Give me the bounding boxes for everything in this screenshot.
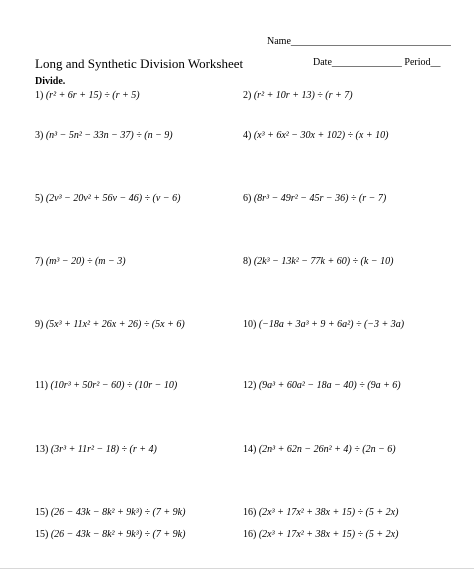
problem-expression: (−18a + 3a³ + 9 + 6a²) ÷ (−3 + 3a) [258, 319, 405, 330]
problem-number: 7) [35, 256, 44, 267]
problem-number: 3) [35, 130, 44, 141]
problem-number: 12) [243, 380, 257, 391]
problem-number: 16) [243, 529, 257, 540]
directions-label: Divide. [35, 76, 66, 87]
problem-expression: (n³ − 5n² − 33n − 37) ÷ (n − 9) [45, 130, 173, 141]
problem-number: 13) [35, 444, 49, 455]
problem-number: 15) [35, 507, 49, 518]
problem-expression: (5x³ + 11x² + 26x + 26) ÷ (5x + 6) [45, 319, 185, 330]
problem-expression: (2x³ + 17x² + 38x + 15) ÷ (5 + 2x) [258, 529, 399, 540]
problem-13 [35, 444, 157, 455]
problem-expression: (8r³ − 49r² − 45r − 36) ÷ (r − 7) [253, 193, 387, 204]
problem-expression: (x³ + 6x² − 30x + 102) ÷ (x + 10) [253, 130, 389, 141]
problem-expression: (9a³ + 60a² − 18a − 40) ÷ (9a + 6) [258, 380, 401, 391]
problem-expression: (10r³ + 50r² − 60) ÷ (10r − 10) [50, 380, 178, 391]
problem-8 [243, 256, 393, 267]
problem-5 [35, 193, 180, 204]
problem-number: 9) [35, 319, 44, 330]
problem-14 [243, 444, 396, 455]
problem-number: 8) [243, 256, 252, 267]
problem-expression: (2v³ − 20v² + 56v − 46) ÷ (v − 6) [45, 193, 181, 204]
worksheet-title: Long and Synthetic Division Worksheet [35, 56, 244, 71]
problem-expression: (r² + 10r + 13) ÷ (r + 7) [253, 90, 353, 101]
problem-number: 2) [243, 90, 252, 101]
problem-expression: (26 − 43k − 8k² + 9k³) ÷ (7 + 9k) [50, 507, 186, 518]
problem-15 [35, 507, 185, 518]
problem-expression: (m³ − 20) ÷ (m − 3) [45, 256, 126, 267]
problem-number: 14) [243, 444, 257, 455]
problem-1 [35, 90, 140, 101]
problem-number: 16) [243, 507, 257, 518]
problem-16-repeat [243, 529, 398, 540]
problem-expression: (3r³ + 11r² − 18) ÷ (r + 4) [50, 444, 157, 455]
problem-6 [243, 193, 386, 204]
problem-expression: (r² + 6r + 15) ÷ (r + 5) [45, 90, 140, 101]
problem-number: 4) [243, 130, 252, 141]
page-bottom-divider [0, 568, 474, 569]
problem-number: 6) [243, 193, 252, 204]
problem-expression: (26 − 43k − 8k² + 9k³) ÷ (7 + 9k) [50, 529, 186, 540]
problem-expression: (2n³ + 62n − 26n² + 4) ÷ (2n − 6) [258, 444, 396, 455]
problem-10 [243, 319, 404, 330]
problem-12 [243, 380, 401, 391]
name-field-line: Name________________________________ [267, 36, 451, 47]
problem-expression: (2k³ − 13k² − 77k + 60) ÷ (k − 10) [253, 256, 394, 267]
problem-16 [243, 507, 398, 518]
problem-number: 1) [35, 90, 44, 101]
problem-expression: (2x³ + 17x² + 38x + 15) ÷ (5 + 2x) [258, 507, 399, 518]
problem-number: 15) [35, 529, 49, 540]
problem-7 [35, 256, 126, 267]
problem-2 [243, 90, 353, 101]
problem-3 [35, 130, 173, 141]
problem-4 [243, 130, 388, 141]
problem-number: 11) [35, 380, 48, 391]
date-period-line: Date______________ Period__ [313, 57, 441, 68]
problem-9 [35, 319, 185, 330]
problem-number: 10) [243, 319, 257, 330]
problem-15-repeat [35, 529, 185, 540]
problem-11 [35, 380, 177, 391]
problem-number: 5) [35, 193, 44, 204]
